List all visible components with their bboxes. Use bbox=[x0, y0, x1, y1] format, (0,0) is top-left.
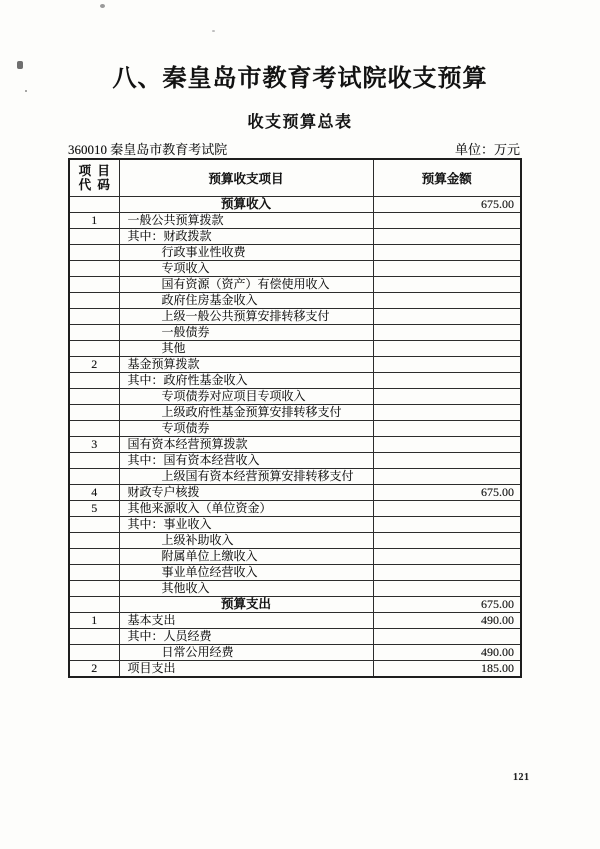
cell-item: 上级政府性基金预算安排转移支付 bbox=[119, 404, 373, 420]
table-row bbox=[69, 276, 521, 292]
cell-amount bbox=[373, 420, 521, 436]
cell-item: 上级补助收入 bbox=[119, 532, 373, 548]
table-row bbox=[69, 356, 521, 372]
cell-item: 预算支出 bbox=[119, 596, 373, 612]
table-row bbox=[69, 580, 521, 596]
cell-item: 基本支出 bbox=[119, 612, 373, 628]
table-row bbox=[69, 564, 521, 580]
cell-code bbox=[69, 628, 119, 644]
cell-amount bbox=[373, 276, 521, 292]
cell-amount bbox=[373, 500, 521, 516]
cell-code bbox=[69, 564, 119, 580]
cell-amount bbox=[373, 564, 521, 580]
cell-code: 2 bbox=[69, 356, 119, 372]
cell-code bbox=[69, 324, 119, 340]
table-row bbox=[69, 468, 521, 484]
cell-code: 5 bbox=[69, 500, 119, 516]
table-row bbox=[69, 420, 521, 436]
cell-item: 预算收入 bbox=[119, 196, 373, 212]
cell-item: 国有资本经营预算拨款 bbox=[119, 436, 373, 452]
cell-amount bbox=[373, 388, 521, 404]
table-row bbox=[69, 660, 521, 677]
table-row bbox=[69, 596, 521, 612]
cell-code bbox=[69, 548, 119, 564]
cell-amount bbox=[373, 404, 521, 420]
table-row bbox=[69, 644, 521, 660]
cell-amount bbox=[373, 228, 521, 244]
cell-amount bbox=[373, 548, 521, 564]
cell-amount bbox=[373, 468, 521, 484]
cell-amount bbox=[373, 580, 521, 596]
table-row bbox=[69, 532, 521, 548]
cell-code bbox=[69, 308, 119, 324]
cell-amount bbox=[373, 356, 521, 372]
unit-label: 单位：万元 bbox=[454, 142, 520, 157]
cell-code bbox=[69, 580, 119, 596]
cell-item: 其中：国有资本经营收入 bbox=[119, 452, 373, 468]
cell-amount bbox=[373, 628, 521, 644]
cell-code bbox=[69, 340, 119, 356]
scan-artifact bbox=[100, 4, 105, 8]
table-row bbox=[69, 324, 521, 340]
cell-item: 其他 bbox=[119, 340, 373, 356]
cell-code bbox=[69, 644, 119, 660]
cell-item: 其他来源收入（单位资金） bbox=[119, 500, 373, 516]
cell-item: 事业单位经营收入 bbox=[119, 564, 373, 580]
document-title: 八、秦皇岛市教育考试院收支预算 bbox=[112, 65, 488, 92]
cell-amount: 675.00 bbox=[373, 484, 521, 500]
cell-item: 其中：人员经费 bbox=[119, 628, 373, 644]
table-row bbox=[69, 628, 521, 644]
cell-code bbox=[69, 244, 119, 260]
column-header-item-code bbox=[69, 159, 119, 196]
table-title: 收支预算总表 bbox=[247, 114, 353, 131]
table-row bbox=[69, 308, 521, 324]
cell-code bbox=[69, 228, 119, 244]
cell-amount bbox=[373, 308, 521, 324]
table-row bbox=[69, 436, 521, 452]
table-row bbox=[69, 548, 521, 564]
cell-amount bbox=[373, 532, 521, 548]
table-row bbox=[69, 196, 521, 212]
column-header-budget-item: 预算收支项目 bbox=[119, 159, 373, 196]
cell-code bbox=[69, 260, 119, 276]
page-number: 121 bbox=[513, 772, 530, 783]
table-header-row bbox=[69, 159, 521, 196]
cell-code bbox=[69, 404, 119, 420]
table-meta-line bbox=[68, 139, 520, 158]
cell-item: 一般债券 bbox=[119, 324, 373, 340]
table-row bbox=[69, 340, 521, 356]
cell-code bbox=[69, 276, 119, 292]
cell-amount: 675.00 bbox=[373, 596, 521, 612]
cell-item: 上级国有资本经营预算安排转移支付 bbox=[119, 468, 373, 484]
cell-item: 上级一般公共预算安排转移支付 bbox=[119, 308, 373, 324]
cell-amount bbox=[373, 324, 521, 340]
table-row bbox=[69, 484, 521, 500]
table-row bbox=[69, 260, 521, 276]
cell-item: 国有资源（资产）有偿使用收入 bbox=[119, 276, 373, 292]
cell-item: 专项收入 bbox=[119, 260, 373, 276]
cell-code bbox=[69, 452, 119, 468]
table-row bbox=[69, 612, 521, 628]
table-row bbox=[69, 452, 521, 468]
budget-summary-table bbox=[68, 158, 522, 678]
column-header-budget-amount: 预算金额 bbox=[373, 159, 521, 196]
cell-item: 基金预算拨款 bbox=[119, 356, 373, 372]
cell-item: 财政专户核拨 bbox=[119, 484, 373, 500]
table-row bbox=[69, 212, 521, 228]
cell-code bbox=[69, 596, 119, 612]
table-row bbox=[69, 500, 521, 516]
cell-item: 其中：政府性基金收入 bbox=[119, 372, 373, 388]
cell-item: 专项债券 bbox=[119, 420, 373, 436]
cell-code: 2 bbox=[69, 660, 119, 677]
cell-code bbox=[69, 516, 119, 532]
cell-item: 其中：事业收入 bbox=[119, 516, 373, 532]
cell-item: 其中：财政拨款 bbox=[119, 228, 373, 244]
table-row bbox=[69, 516, 521, 532]
cell-item: 附属单位上缴收入 bbox=[119, 548, 373, 564]
cell-item: 专项债券对应项目专项收入 bbox=[119, 388, 373, 404]
cell-code bbox=[69, 532, 119, 548]
cell-amount: 675.00 bbox=[373, 196, 521, 212]
cell-amount bbox=[373, 292, 521, 308]
cell-item: 一般公共预算拨款 bbox=[119, 212, 373, 228]
cell-amount bbox=[373, 340, 521, 356]
table-row bbox=[69, 372, 521, 388]
table-row bbox=[69, 228, 521, 244]
cell-amount: 490.00 bbox=[373, 644, 521, 660]
cell-code bbox=[69, 468, 119, 484]
column-header-item-code-line2: 代 码 bbox=[78, 177, 110, 192]
cell-amount bbox=[373, 372, 521, 388]
cell-amount bbox=[373, 436, 521, 452]
cell-code bbox=[69, 196, 119, 212]
table-row bbox=[69, 244, 521, 260]
cell-amount bbox=[373, 212, 521, 228]
table-row bbox=[69, 404, 521, 420]
cell-code bbox=[69, 292, 119, 308]
cell-code: 1 bbox=[69, 612, 119, 628]
scan-artifact bbox=[212, 30, 215, 32]
cell-code: 4 bbox=[69, 484, 119, 500]
cell-amount: 490.00 bbox=[373, 612, 521, 628]
cell-code bbox=[69, 420, 119, 436]
cell-code: 1 bbox=[69, 212, 119, 228]
cell-amount bbox=[373, 452, 521, 468]
cell-code bbox=[69, 372, 119, 388]
cell-item: 项目支出 bbox=[119, 660, 373, 677]
table-row bbox=[69, 388, 521, 404]
org-code-name: 360010 秦皇岛市教育考试院 bbox=[68, 142, 228, 157]
cell-amount: 185.00 bbox=[373, 660, 521, 677]
cell-item: 日常公用经费 bbox=[119, 644, 373, 660]
cell-item: 行政事业性收费 bbox=[119, 244, 373, 260]
table-row bbox=[69, 292, 521, 308]
cell-code: 3 bbox=[69, 436, 119, 452]
cell-amount bbox=[373, 244, 521, 260]
column-header-item-code-line1: 项 目 bbox=[78, 163, 110, 178]
cell-code bbox=[69, 388, 119, 404]
cell-item: 其他收入 bbox=[119, 580, 373, 596]
cell-item: 政府住房基金收入 bbox=[119, 292, 373, 308]
cell-amount bbox=[373, 516, 521, 532]
cell-amount bbox=[373, 260, 521, 276]
